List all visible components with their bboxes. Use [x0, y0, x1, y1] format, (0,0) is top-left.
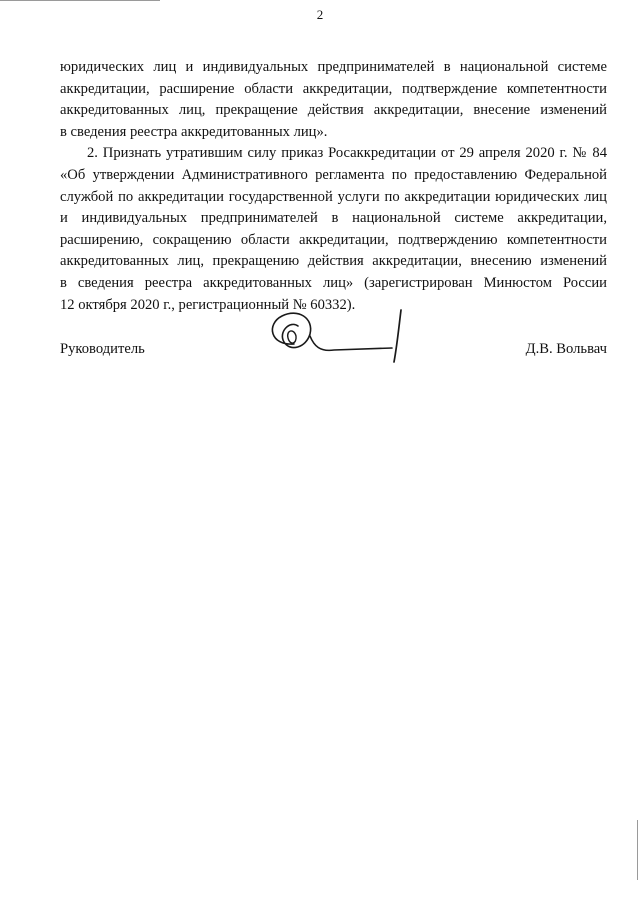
paragraph-1	[60, 57, 607, 143]
paragraph-2-line: 12 октября 2020 г., регистрационный № 60332).	[60, 296, 356, 313]
scan-edge-mark	[0, 0, 160, 1]
handwritten-signature	[264, 306, 414, 368]
scan-edge-mark	[637, 820, 638, 880]
paragraph-2-line: в сведения реестра аккредитованных лиц» (зарегистрирован Минюстом России	[60, 274, 607, 291]
paragraph-1-line: в сведения реестра аккредитованных лиц».	[60, 123, 328, 140]
paragraph-2	[60, 143, 607, 316]
paragraph-2-line: и индивидуальных предпринимателей в национальной системе аккредитации,	[60, 210, 607, 227]
paragraph-2-line: службой по аккредитации государственной услуги по аккредитации юридических лиц	[60, 188, 607, 205]
position-title: Руководитель	[60, 341, 145, 357]
paragraph-2-line: аккредитованных лиц, прекращению действия аккредитации, внесению изменений	[60, 253, 607, 270]
page-number: 2	[316, 7, 324, 22]
paragraph-1-line: юридических лиц и индивидуальных предпринимателей в национальной системе	[60, 59, 607, 75]
paragraph-2-line: «Об утверждении Административного регламента по предоставлению Федеральной	[60, 166, 607, 183]
paragraph-1-line: аккредитации, расширение области аккредитации, подтверждение компетентности	[60, 80, 607, 97]
paragraph-1-line: аккредитованных лиц, прекращение действия аккредитации, внесение изменений	[60, 102, 607, 119]
paragraph-2-line: 2. Признать утратившим силу приказ Росаккредитации от 29 апреля 2020 г. № 84	[87, 145, 607, 162]
document-body	[60, 57, 607, 316]
signer-name: Д.В. Вольвач	[525, 341, 607, 357]
paragraph-2-line: расширению, сокращению области аккредитации, подтверждению компетентности	[60, 231, 607, 248]
